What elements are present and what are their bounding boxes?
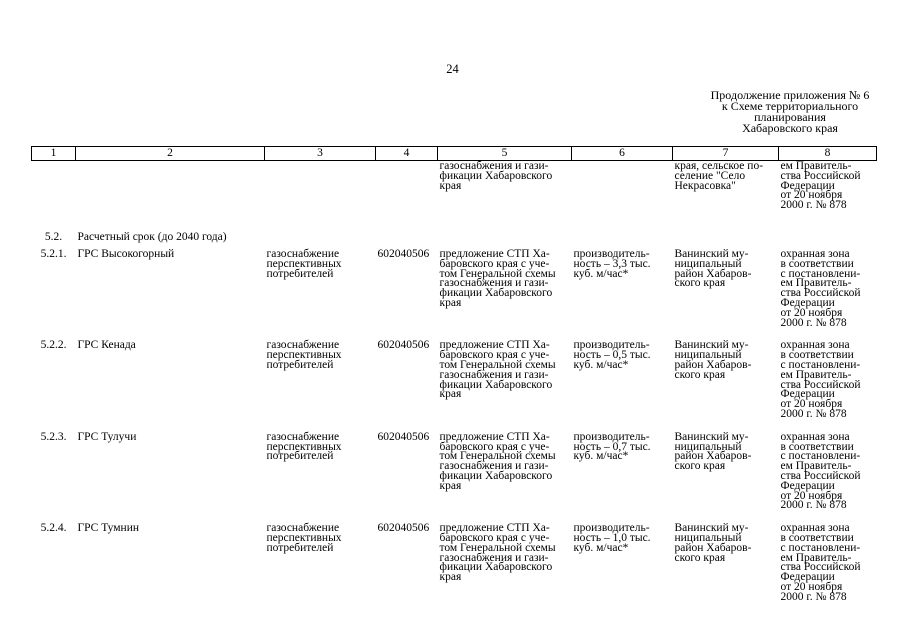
purpose-cell [265,338,376,429]
cell-line: район Хабаров- [674,541,752,554]
cell-line: в соответствии [780,349,854,362]
cell-line: потребителей [266,541,334,554]
row-number: 5.2.1. [40,247,67,260]
cell-line: предложение СТП Ха- [439,339,550,352]
cell-line: ем Правитель- [780,460,852,473]
cell-line: Ванинский му- [674,430,749,443]
location-cell [673,430,779,521]
cell-line: ем Правитель- [780,368,852,381]
cell-line: газоснабжения и гази- [439,277,549,290]
cell-line: ского края [674,460,726,473]
purpose-cell [265,521,376,612]
cell-line: фикации Хабаровского [439,287,553,300]
cell-line: ность – 0,5 тыс. [573,349,651,362]
code-cell: 602040506 [377,247,430,260]
cell-line: Ванинский му- [674,247,749,260]
cell-line: производитель- [573,522,650,535]
objects-table [31,146,877,612]
cell-line: от 20 ноября [780,398,843,411]
cell-line: 2000 г. № 878 [780,407,847,420]
cell-line: предложение СТП Ха- [439,247,550,260]
cell-line: баровского края с уче- [439,531,550,544]
cell-line: куб. м/час* [573,450,629,463]
cell-line: ского края [674,368,726,381]
table-row [32,247,877,338]
cell-line: район Хабаров- [674,358,752,371]
cell-line: ем Правитель- [780,160,852,172]
object-name: ГРС Тумнин [77,522,140,535]
column-header: 1 [32,147,76,161]
location-cell [673,521,779,612]
cell-line: ность – 3,3 тыс. [573,257,651,270]
cell-line: том Генеральной схемы [439,358,556,371]
cell-line: Федерации [780,571,835,584]
cell-line: перспективных [266,531,342,544]
cell-line: перспективных [266,440,342,453]
cell-line: район Хабаров- [674,267,752,280]
cell-line: от 20 ноября [780,189,843,202]
cell-line: в соответствии [780,440,854,453]
zone-cell [779,338,877,429]
section-number: 5.2. [44,230,63,243]
cell-line: предложение СТП Ха- [439,522,550,535]
cell-line: ства Российской [780,378,861,391]
cell-line: газоснабжения и гази- [439,368,549,381]
zone-cell [779,161,877,227]
location-cell [673,161,779,227]
cell-line: ниципальный [674,349,742,362]
characteristics-cell [572,430,673,521]
cell-line: в соответствии [780,531,854,544]
cell-line: баровского края с уче- [439,349,550,362]
code-cell: 602040506 [377,430,430,443]
basis-cell [438,161,572,227]
object-name: ГРС Тулучи [77,430,137,443]
table-row [32,338,877,429]
column-header: 7 [673,147,779,161]
code-cell: 602040506 [377,339,430,352]
basis-cell [438,247,572,338]
cell-line: том Генеральной схемы [439,450,556,463]
cell-line: ниципальный [674,531,742,544]
cell-line: Федерации [780,296,835,309]
cell-line: потребителей [266,267,334,280]
cell-line: ского края [674,551,726,564]
appendix-note-line: планирования [754,110,826,124]
cell-line: Ванинский му- [674,339,749,352]
zone-cell [779,430,877,521]
cell-line: с постановлени- [780,450,861,463]
cell-line: с постановлени- [780,267,861,280]
cell-line: газоснабжение [266,522,340,535]
cell-line: том Генеральной схемы [439,541,556,554]
cell-line: газоснабжение [266,247,340,260]
row-number: 5.2.2. [40,339,67,352]
cell-line: потребителей [266,358,334,371]
cell-line: края, сельское по- [674,160,764,172]
row-number: 5.2.4. [40,522,67,535]
column-header: 8 [779,147,877,161]
cell-line: район Хабаров- [674,450,752,463]
table-row [32,521,877,612]
section-title: Расчетный срок (до 2040 года) [77,230,227,243]
cell-line: предложение СТП Ха- [439,430,550,443]
cell-line: производитель- [573,430,650,443]
page-number: 24 [446,62,459,76]
cell-line: охранная зона [780,247,850,260]
column-header: 5 [438,147,572,161]
cell-line: газоснабжение [266,339,340,352]
row-number: 5.2.3. [40,430,67,443]
cell-line: баровского края с уче- [439,440,550,453]
characteristics-cell [572,521,673,612]
basis-cell [438,338,572,429]
characteristics-cell [572,247,673,338]
cell-line: Федерации [780,388,835,401]
cell-line: Некрасовка" [674,179,736,192]
location-cell [673,247,779,338]
code-cell: 602040506 [377,522,430,535]
zone-cell [779,247,877,338]
object-name: ГРС Высокогорный [77,247,175,260]
cell-line: края [439,571,462,584]
appendix-note-line: Продолжение приложения № 6 [710,88,870,102]
cell-line: края [439,179,462,192]
cell-line: газоснабжения и гази- [439,551,549,564]
basis-cell [438,430,572,521]
cell-line: куб. м/час* [573,267,629,280]
cell-line: охранная зона [780,430,850,443]
cell-line: потребителей [266,450,334,463]
cell-line: Федерации [780,179,835,192]
cell-line: фикации Хабаровского [439,378,553,391]
cell-line: от 20 ноября [780,580,843,593]
cell-line: фикации Хабаровского [439,561,553,574]
continuation-row [32,161,877,227]
cell-line: 2000 г. № 878 [780,590,847,603]
cell-line: охранная зона [780,522,850,535]
cell-line: перспективных [266,257,342,270]
cell-line: Ванинский му- [674,522,749,535]
cell-line: ства Российской [780,169,861,182]
appendix-note [690,90,890,134]
cell-line: ность – 1,0 тыс. [573,531,651,544]
cell-line: фикации Хабаровского [439,469,553,482]
table-header-row [32,147,877,161]
cell-line: куб. м/час* [573,358,629,371]
column-header: 3 [265,147,376,161]
purpose-cell [265,247,376,338]
cell-line: куб. м/час* [573,541,629,554]
cell-line: газоснабжения и гази- [439,160,549,172]
cell-line: ность – 0,7 тыс. [573,440,651,453]
cell-line: ского края [674,277,726,290]
cell-line: с постановлени- [780,541,861,554]
cell-line: баровского края с уче- [439,257,550,270]
purpose-cell [265,430,376,521]
appendix-note-line: Хабаровского края [742,121,838,135]
section-row [32,227,877,247]
cell-line: газоснабжения и гази- [439,460,549,473]
characteristics-cell [572,338,673,429]
cell-line: в соответствии [780,257,854,270]
cell-line: края [439,388,462,401]
table-row [32,430,877,521]
cell-line: охранная зона [780,339,850,352]
cell-line: края [439,479,462,492]
column-header: 4 [376,147,438,161]
appendix-note-line: к Схеме территориального [721,99,859,113]
column-header: 6 [572,147,673,161]
cell-line: с постановлени- [780,358,861,371]
cell-line: фикации Хабаровского [439,169,553,182]
cell-line: ства Российской [780,287,861,300]
cell-line: ем Правитель- [780,277,852,290]
cell-line: от 20 ноября [780,306,843,319]
cell-line: 2000 г. № 878 [780,499,847,512]
cell-line: ства Российской [780,561,861,574]
object-name: ГРС Кенада [77,339,136,352]
cell-line: ем Правитель- [780,551,852,564]
basis-cell [438,521,572,612]
cell-line: производитель- [573,247,650,260]
cell-line: перспективных [266,349,342,362]
cell-line: том Генеральной схемы [439,267,556,280]
cell-line: ства Российской [780,469,861,482]
cell-line: ниципальный [674,440,742,453]
cell-line: 2000 г. № 878 [780,199,847,212]
cell-line: селение "Село [674,169,746,182]
location-cell [673,338,779,429]
cell-line: 2000 г. № 878 [780,316,847,329]
cell-line: газоснабжение [266,430,340,443]
cell-line: края [439,296,462,309]
zone-cell [779,521,877,612]
cell-line: от 20 ноября [780,489,843,502]
cell-line: Федерации [780,479,835,492]
cell-line: ниципальный [674,257,742,270]
column-header: 2 [76,147,265,161]
cell-line: производитель- [573,339,650,352]
